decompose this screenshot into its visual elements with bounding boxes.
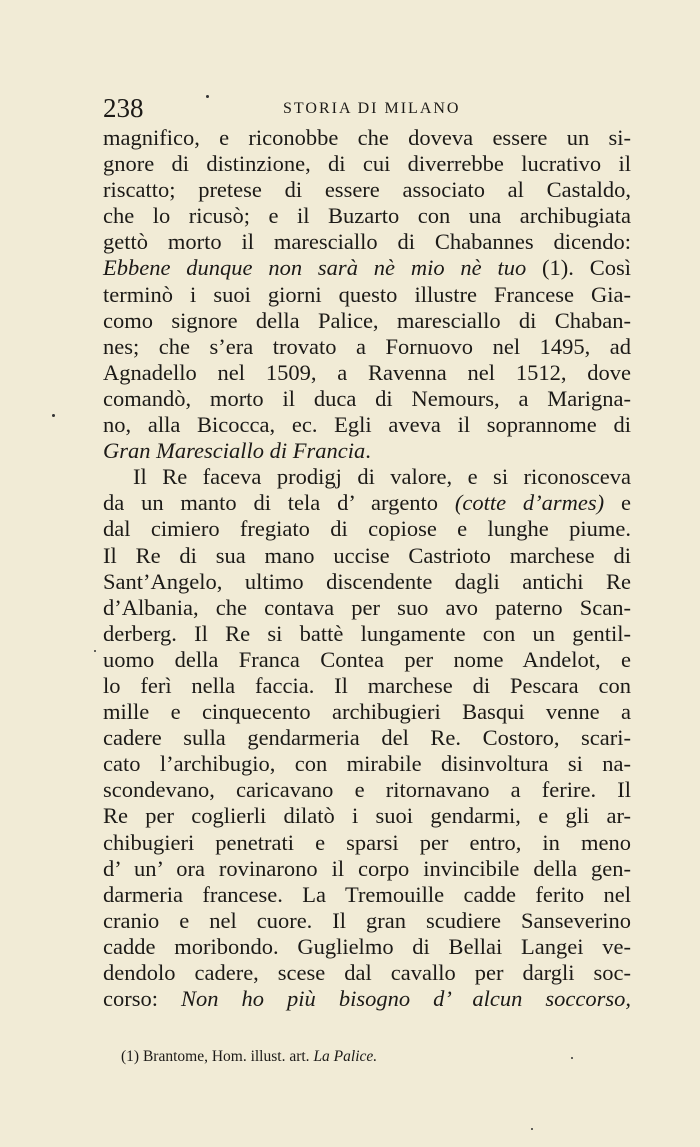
text-line (103, 125, 631, 151)
line-text: lo ferì nella faccia. Il marchese di Pescara con (103, 672, 631, 698)
paper-speck (52, 414, 55, 417)
footnote-text: (1) Brantome, Hom. illust. art. (121, 1048, 314, 1065)
italic-text: (cotte d’armes) (454, 490, 605, 516)
text-line (103, 308, 631, 334)
line-text: no, alla Bicocca, ec. Egli aveva il soprannome di (103, 412, 631, 438)
text-line (103, 438, 631, 464)
line-text: gettò morto il maresciallo di Chabannes dicendo: (103, 229, 631, 255)
paper-speck (94, 650, 96, 652)
text-line (103, 830, 631, 856)
text-line (103, 647, 631, 673)
line-text: como signore della Palice, maresciallo di Chaban- (103, 307, 631, 333)
line-text: derberg. Il Re si battè lungamente con un gentil- (103, 620, 631, 646)
text-line (103, 882, 631, 908)
footnote-italic-text: La Palice. (313, 1048, 378, 1065)
text-line (103, 621, 631, 647)
text-line (103, 255, 631, 281)
page-header (103, 95, 643, 121)
line-text: dendolo cadere, scese dal cavallo per dargli soc- (103, 960, 631, 985)
line-text: comandò, morto il duca di Nemours, a Marigna- (103, 385, 631, 411)
line-text: cadere sulla gendarmeria del Re. Costoro, scari- (103, 725, 631, 751)
text-line (103, 986, 631, 1012)
line-text: uomo della Franca Contea per nome Andelot, e (103, 646, 631, 672)
text-line (103, 908, 631, 934)
text-line (103, 464, 631, 490)
line-text: chibugieri penetrati e sparsi per entro, in meno (103, 829, 631, 855)
line-text: Agnadello nel 1509, a Ravenna nel 1512, dove (103, 359, 631, 385)
line-text: cranio e nel cuore. Il gran scudiere Sanseverino (103, 907, 631, 933)
text-line (103, 960, 631, 986)
text-line (103, 595, 631, 621)
line-text: Il Re di sua mano uccise Castrioto marchese di (103, 542, 631, 568)
italic-text: Non ho più bisogno d’ alcun soccorso, (181, 986, 631, 1012)
line-text: mille e cinquecento archibugieri Basqui venne a (103, 699, 631, 725)
text-line (103, 229, 631, 255)
text-line (103, 751, 631, 777)
line-text: . (365, 438, 371, 464)
line-text: scondevano, caricavano e ritornavano a ferire. Il (103, 777, 631, 803)
page-number: 238 (103, 93, 144, 123)
paper-speck (571, 1057, 573, 1059)
line-text: d’ un’ ora rovinarono il corpo invincibile della gen- (103, 855, 631, 881)
footnote (121, 1047, 377, 1067)
paper-speck (531, 1128, 533, 1130)
body-text (103, 125, 631, 1012)
line-text: Il Re faceva prodigj di valore, e si riconosceva (133, 464, 631, 490)
text-line (103, 569, 631, 595)
line-text: e (604, 490, 631, 516)
paper-speck (206, 95, 209, 98)
line-text: nes; che s’era trovato a Fornuovo nel 1495, ad (103, 333, 631, 359)
line-text: (1). Così (526, 255, 631, 281)
line-text: cadde moribondo. Guglielmo di Bellai Langei ve- (103, 933, 631, 959)
text-line (103, 725, 631, 751)
text-line (103, 543, 631, 569)
text-line (103, 334, 631, 360)
text-line (103, 412, 631, 438)
line-text: darmeria francese. La Tremouille cadde ferito nel (103, 881, 631, 907)
line-text: gnore di distinzione, di cui diverrebbe lucrativo il (103, 151, 631, 177)
text-line (103, 699, 631, 725)
line-text: Sant’Angelo, ultimo discendente dagli antichi Re (103, 568, 631, 594)
line-text: d’Albania, che contava per suo avo paterno Scan- (103, 594, 631, 620)
text-line (103, 151, 631, 177)
line-text: che lo ricusò; e il Buzarto con una archibugiata (103, 203, 631, 229)
text-line (103, 386, 631, 412)
text-line (103, 673, 631, 699)
line-text: riscatto; pretese di essere associato al Castaldo, (103, 177, 631, 203)
text-line (103, 490, 631, 516)
text-line (103, 934, 631, 960)
italic-text: Ebbene dunque non sarà nè mio nè tuo (103, 255, 527, 281)
text-line (103, 360, 631, 386)
running-head: STORIA DI MILANO (283, 100, 461, 117)
line-text: corso: (103, 986, 182, 1012)
text-line (103, 282, 631, 308)
line-text: terminò i suoi giorni questo illustre Francese Gia- (103, 281, 631, 307)
text-line (103, 177, 631, 203)
line-text: magnifico, e riconobbe che doveva essere un si- (103, 125, 631, 150)
text-line (103, 516, 631, 542)
text-line (103, 203, 631, 229)
italic-text: Gran Maresciallo di Francia (103, 438, 366, 464)
text-line (103, 856, 631, 882)
line-text: dal cimiero fregiato di copiose e lunghe piume. (103, 516, 631, 542)
line-text: Re per coglierli dilatò i suoi gendarmi, e gli ar- (103, 803, 631, 829)
text-line (103, 803, 631, 829)
text-line (103, 777, 631, 803)
line-text: da un manto di tela d’ argento (103, 490, 455, 516)
line-text: cato l’archibugio, con mirabile disinvoltura si na- (103, 751, 631, 777)
